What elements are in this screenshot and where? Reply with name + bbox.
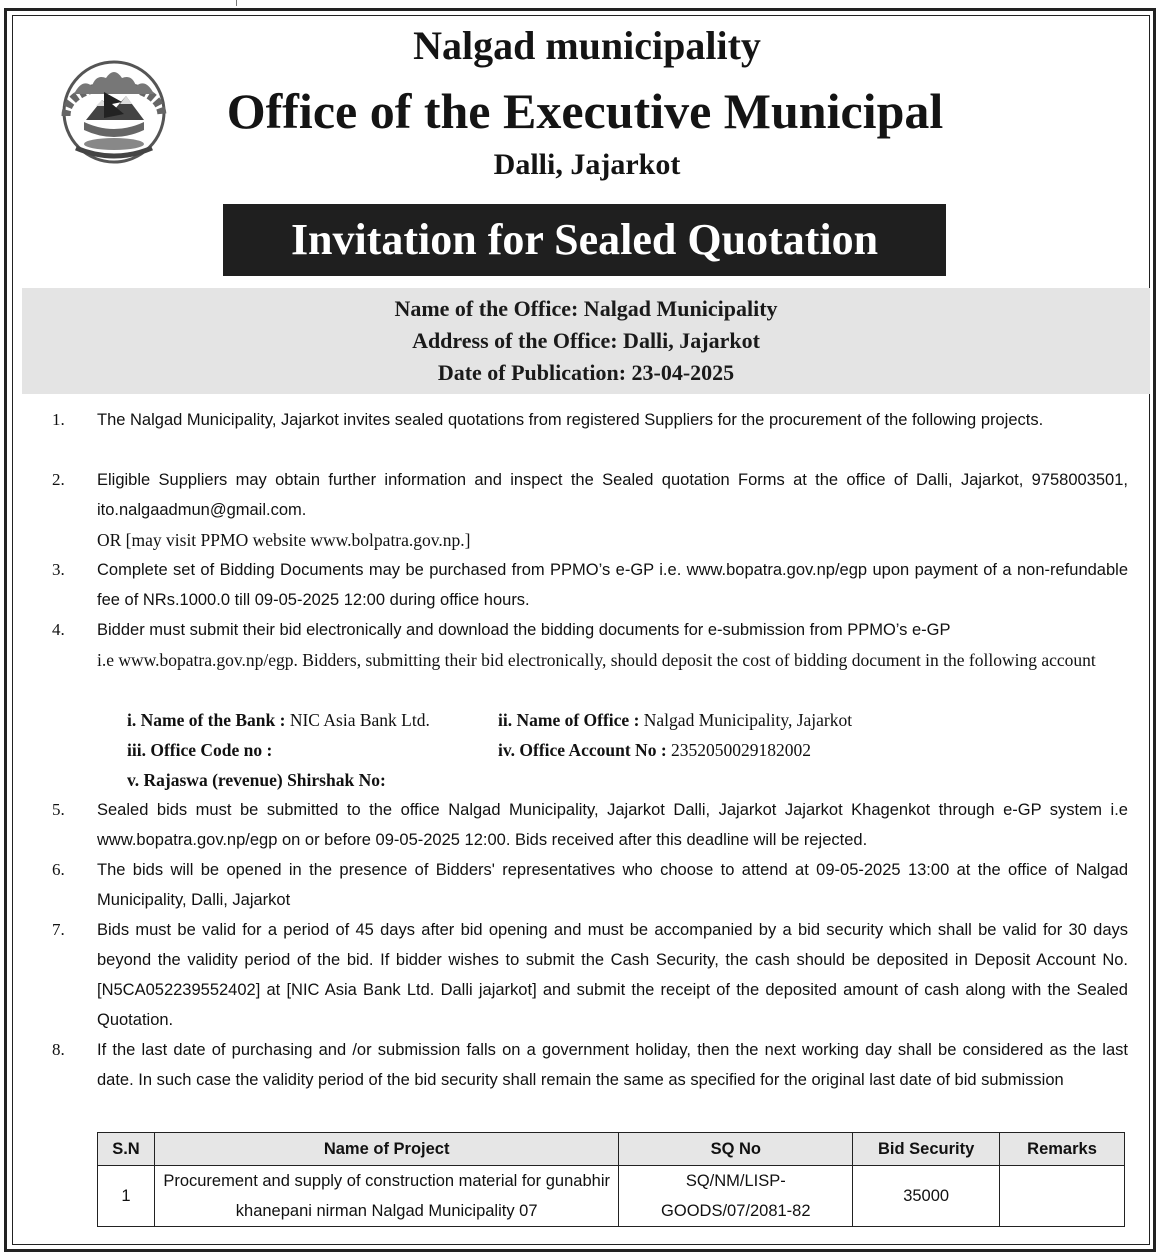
office-name-label: ii. Name of Office : bbox=[498, 710, 640, 730]
item-text: If the last date of purchasing and /or submission falls on a government holiday, then the next working day shall be considered as the last date. In such case the validity period of the bid security shall remain the same as specified for the original last date of bid submission bbox=[97, 1041, 1128, 1089]
page-edge-mark bbox=[236, 0, 237, 6]
bank-name-row bbox=[127, 705, 430, 735]
table-row bbox=[98, 1166, 1125, 1227]
item-text: Eligible Suppliers may obtain further information and inspect the Sealed quotation Forms at the office of Dalli, Jajarkot, 9758003501, ito.nalgaadmun@gmail.com. bbox=[97, 471, 1128, 519]
office-info-block bbox=[22, 288, 1150, 394]
item-text: Complete set of Bidding Documents may be purchased from PPMO’s e-GP i.e. www.bopatra.gov.np/egp upon payment of a non-refundable fee of NRs.1000.0 till 09-05-2025 12:00 during office hours. bbox=[97, 561, 1128, 609]
item-number: 8. bbox=[52, 1040, 65, 1059]
item-extra-text: i.e www.bopatra.gov.np/egp. Bidders, submitting their bid electronically, should deposit the cost of bidding document in the following account bbox=[97, 650, 1096, 670]
notice-banner: Invitation for Sealed Quotation bbox=[223, 204, 946, 276]
municipality-name: Nalgad municipality bbox=[413, 23, 761, 68]
office-name-value: Nalgad Municipality, Jajarkot bbox=[639, 710, 853, 730]
item-number: 7. bbox=[52, 920, 65, 939]
office-name: Name of the Office: Nalgad Municipality bbox=[394, 296, 778, 321]
sq-no-cell: SQ/NM/LISP-GOODS/07/2081-82 bbox=[619, 1166, 853, 1227]
sn-cell: 1 bbox=[98, 1166, 155, 1227]
remarks-cell bbox=[1000, 1166, 1125, 1227]
office-name-row bbox=[498, 705, 852, 735]
item-number: 3. bbox=[52, 560, 65, 579]
item-text: Sealed bids must be submitted to the office Nalgad Municipality, Jajarkot Dalli, Jajarkot Jajarkot Khagenkot through e-GP system i.e www.bopatra.gov.np/egp on or before 09-05-2025 12:00. Bids received after this deadline will be rejected. bbox=[97, 801, 1128, 849]
office-location: Dalli, Jajarkot bbox=[493, 148, 681, 181]
item-text: The bids will be opened in the presence of Bidders' representatives who choose to attend at 09-05-2025 13:00 at the office of Nalgad Municipality, Dalli, Jajarkot bbox=[97, 861, 1128, 909]
office-title: Office of the Executive Municipal bbox=[226, 83, 944, 139]
rajaswa-label: v. Rajaswa (revenue) Shirshak No: bbox=[127, 770, 386, 790]
item-extra-text: OR [may visit PPMO website www.bolpatra.gov.np.] bbox=[97, 530, 471, 550]
item-text: Bidder must submit their bid electronically and download the bidding documents for e-submission from PPMO’s e-GP bbox=[97, 621, 951, 639]
projects-table bbox=[97, 1132, 1125, 1227]
bank-name-value: NIC Asia Bank Ltd. bbox=[285, 710, 430, 730]
item-number: 6. bbox=[52, 860, 65, 879]
office-code-row bbox=[127, 735, 272, 765]
item-number: 4. bbox=[52, 620, 65, 639]
column-header: Name of Project bbox=[154, 1133, 618, 1166]
column-header: S.N bbox=[98, 1133, 155, 1166]
table-header-row bbox=[98, 1133, 1125, 1166]
column-header: Bid Security bbox=[853, 1133, 1000, 1166]
office-address: Address of the Office: Dalli, Jajarkot bbox=[412, 328, 760, 353]
account-value: 2352050029182002 bbox=[666, 740, 812, 760]
account-label: iv. Office Account No : bbox=[498, 740, 667, 760]
item-text: The Nalgad Municipality, Jajarkot invites sealed quotations from registered Suppliers for the procurement of the following projects. bbox=[97, 411, 1044, 429]
bid-security-cell: 35000 bbox=[853, 1166, 1000, 1227]
rajaswa-row bbox=[127, 765, 386, 795]
item-number: 5. bbox=[52, 800, 65, 819]
column-header: Remarks bbox=[1000, 1133, 1125, 1166]
office-code-label: iii. Office Code no : bbox=[127, 740, 273, 760]
item-number: 2. bbox=[52, 470, 65, 489]
publication-date: Date of Publication: 23-04-2025 bbox=[437, 360, 735, 385]
item-text: Bids must be valid for a period of 45 days after bid opening and must be accompanied by a bid security which shall be valid for 30 days beyond the validity period of the bid. If bidder wishes to submit the Cash Security, the cash should be deposited in Deposit Account No.[N5CA052239552402] at [NIC Asia Bank Ltd. Dalli jajarkot] and submit the receipt of the deposited amount of cash along with the Sealed Quotation. bbox=[97, 921, 1128, 1029]
item-number: 1. bbox=[52, 410, 65, 429]
project-cell: Procurement and supply of construction material for gunabhir khanepani nirman Nalgad Municipality 07 bbox=[154, 1166, 618, 1227]
bank-name-label: i. Name of the Bank : bbox=[127, 710, 286, 730]
account-row bbox=[498, 735, 811, 765]
column-header: SQ No bbox=[619, 1133, 853, 1166]
